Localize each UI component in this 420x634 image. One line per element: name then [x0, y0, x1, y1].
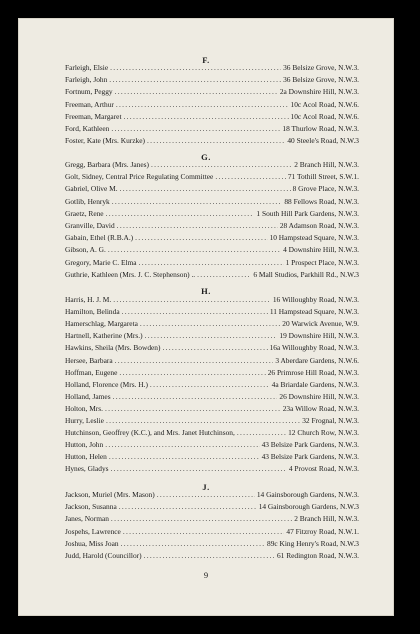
leader-dots — [108, 245, 281, 255]
directory-entry — [65, 172, 359, 182]
section-heading: G. — [201, 152, 211, 162]
entry-name: Freeman, Margaret — [65, 111, 122, 121]
directory-entry — [65, 221, 359, 231]
leader-dots — [157, 490, 255, 500]
leader-dots — [105, 440, 259, 450]
entry-address: 8 Grove Place, N.W.3. — [292, 184, 359, 194]
directory-page — [18, 18, 394, 616]
leader-dots — [122, 307, 268, 317]
leader-dots — [197, 270, 251, 280]
leader-dots — [139, 258, 284, 268]
entry-name: Graetz, Rene — [65, 208, 104, 218]
entry-name: Hoffman, Eugene — [65, 367, 118, 377]
entry-address: 6 Mall Studios, Parkhill Rd., N.W.3 — [253, 269, 359, 279]
entry-address: 11 Hampstead Square, N.W.3. — [269, 307, 359, 317]
entry-address: 1 Prospect Place, N.W.3. — [285, 257, 359, 267]
directory-entry — [65, 356, 359, 366]
leader-dots — [111, 124, 280, 134]
leader-dots — [111, 464, 287, 474]
directory-entry — [65, 331, 359, 341]
entry-name: Gotlib, Henryk — [65, 196, 110, 206]
entry-address: 10c Acol Road, N.W.6. — [290, 111, 359, 121]
entry-address: 32 Frognal, N.W.3. — [302, 416, 359, 425]
entry-address: 10 Hampstead Square, N.W.3. — [269, 233, 359, 243]
entry-name: Jospehs, Lawrence — [65, 526, 121, 536]
page-number: 9 — [203, 570, 209, 580]
leader-dots — [135, 233, 267, 243]
entry-address: 89c King Henry's Road, N.W.3 — [267, 538, 359, 548]
entry-address: 36 Belsize Grove, N.W.3. — [283, 75, 359, 85]
entry-address: 26 Primrose Hill Road, N.W.3. — [267, 367, 359, 377]
leader-dots — [162, 343, 267, 353]
entry-name: Gibson, A. G. — [65, 245, 106, 255]
directory-entry — [65, 514, 359, 524]
directory-entry — [65, 452, 359, 462]
directory-entry — [65, 428, 359, 438]
entry-name: Holton, Mrs. — [65, 403, 103, 413]
directory-entry — [65, 197, 359, 207]
entry-name: Hamilton, Belinda — [65, 307, 120, 317]
leader-dots — [113, 392, 278, 402]
entry-address: 43 Belsize Park Gardens, N.W.3. — [261, 452, 359, 462]
directory-entry — [65, 124, 359, 134]
entry-address: 10c Acol Road, N.W.6. — [290, 99, 359, 109]
entry-address: 40 Steele's Road, N.W.3 — [287, 136, 359, 146]
directory-entry — [65, 380, 359, 390]
entry-address: 18 Thurlow Road, N.W.3. — [282, 124, 359, 133]
entry-name: Gregg, Barbara (Mrs. Janes) — [65, 160, 149, 169]
directory-entry — [65, 502, 359, 512]
entry-address: 16a Willoughby Road, N.W.3. — [269, 343, 359, 353]
entry-name: Ford, Kathleen — [65, 124, 110, 133]
entry-name: Golt, Sidney, Central Price Regulating Committee — [65, 172, 214, 182]
directory-entry — [65, 112, 359, 122]
entry-name: Harris, H. J. M. — [65, 295, 112, 304]
directory-entry — [65, 209, 359, 219]
directory-entry — [65, 87, 359, 97]
entry-address: 4 Provost Road, N.W.3. — [288, 464, 359, 474]
leader-dots — [150, 380, 270, 390]
leader-dots — [111, 514, 292, 524]
entry-address: 88 Fellows Road, N.W.3. — [284, 196, 359, 206]
entry-address: 2a Downshire Hill, N.W.3. — [279, 87, 359, 97]
leader-dots — [237, 428, 286, 438]
leader-dots — [109, 75, 281, 85]
directory-entry — [65, 440, 359, 450]
entry-name: Farleigh, Elsie — [65, 63, 109, 72]
entry-name: Jackson, Susanna — [65, 502, 117, 512]
leader-dots — [144, 551, 275, 561]
entry-address: 28 Adamson Road, N.W.3. — [279, 221, 359, 230]
leader-dots — [119, 368, 265, 378]
entry-name: Gabain, Ethel (R.B.A.) — [65, 233, 134, 243]
directory-entry — [65, 307, 359, 317]
leader-dots — [106, 209, 255, 219]
leader-dots — [147, 136, 285, 146]
entry-address: 19 Downshire Hill, N.W.3. — [279, 331, 359, 341]
directory-entry — [65, 490, 359, 500]
entry-name: Freeman, Arthur — [65, 99, 114, 109]
entry-name: Hutton, Helen — [65, 452, 107, 462]
section-heading: F. — [202, 55, 210, 65]
entry-address: 3 Aberdare Gardens, N.W.6. — [275, 355, 359, 365]
directory-entry — [65, 270, 359, 280]
leader-dots — [113, 295, 271, 305]
leader-dots — [140, 319, 280, 329]
directory-entry — [65, 136, 359, 146]
leader-dots — [121, 539, 265, 549]
leader-dots — [145, 331, 278, 341]
directory-entry — [65, 245, 359, 255]
directory-entry — [65, 319, 359, 329]
entry-address: 71 Tothill Street, S.W.1. — [287, 172, 359, 182]
entry-name: Hynes, Gladys — [65, 464, 109, 474]
entry-name: Judd, Harold (Councillor) — [65, 551, 142, 560]
entry-address: 43 Belsize Park Gardens, N.W.3. — [261, 440, 359, 450]
directory-entry — [65, 392, 359, 402]
entry-address: 20 Warwick Avenue, W.9. — [282, 319, 359, 329]
entry-address: 23a Willow Road, N.W.3. — [282, 403, 359, 413]
entry-name: Hurry, Leslie — [65, 416, 104, 425]
leader-dots — [106, 416, 300, 426]
leader-dots — [110, 63, 281, 73]
entry-address: 4 Downshire Hill, N.W.3. — [283, 245, 359, 255]
leader-dots — [215, 172, 286, 182]
leader-dots — [120, 184, 291, 194]
directory-entry — [65, 100, 359, 110]
entry-name: Foster, Kate (Mrs. Kurzke) — [65, 136, 145, 146]
entry-address: 16 Willoughby Road, N.W.3. — [272, 295, 359, 304]
entry-name: Hamerschlag, Margareta — [65, 319, 138, 329]
entry-address: 47 Fitzroy Road, N.W.1. — [286, 526, 359, 536]
entry-name: Janes, Norman — [65, 514, 109, 524]
entry-name: Hutton, John — [65, 440, 104, 450]
entry-name: Joshua, Miss Joan — [65, 538, 119, 548]
directory-entry — [65, 184, 359, 194]
directory-entry — [65, 233, 359, 243]
entry-address: 36 Belsize Grove, N.W.3. — [283, 63, 359, 72]
directory-entry — [65, 416, 359, 426]
entry-address: 14 Gainsborough Gardens, N.W.3. — [256, 490, 359, 499]
leader-dots — [124, 112, 289, 122]
entry-address: 61 Redington Road, N.W.3. — [276, 551, 359, 560]
entry-address: 14 Gainsborough Gardens, N.W.3 — [258, 502, 359, 512]
directory-entry — [65, 75, 359, 85]
directory-entry — [65, 404, 359, 414]
leader-dots — [116, 100, 289, 110]
entry-name: Hartnell, Katherine (Mrs.) — [65, 331, 143, 341]
directory-entry — [65, 343, 359, 353]
directory-entry — [65, 464, 359, 474]
section-heading: J. — [202, 482, 210, 492]
entry-name: Holland, Florence (Mrs. H.) — [65, 379, 148, 389]
directory-entry — [65, 258, 359, 268]
directory-entry — [65, 63, 359, 73]
entry-name: Gabriel, Olive M. — [65, 184, 118, 194]
entry-address: 2 Branch Hill, N.W.3. — [294, 160, 359, 169]
leader-dots — [119, 502, 257, 512]
directory-entry — [65, 160, 359, 170]
entry-name: Gregory, Marie C. Elma — [65, 257, 137, 267]
leader-dots — [115, 356, 274, 366]
entry-name: Hutchinson, Geoffrey (K.C.), and Mrs. Janet Hutchinson, — [65, 428, 235, 438]
entry-name: Fortnum, Peggy — [65, 87, 113, 97]
leader-dots — [151, 160, 292, 170]
entry-address: 4a Briardale Gardens, N.W.3. — [271, 379, 359, 389]
directory-entry — [65, 527, 359, 537]
directory-entry — [65, 295, 359, 305]
entry-address: 1 South Hill Park Gardens, N.W.3. — [256, 208, 359, 218]
entry-name: Guthrie, Kathleen (Mrs. J. C. Stephenson) .. — [65, 269, 196, 279]
directory-entry — [65, 368, 359, 378]
entry-name: Hersee, Barbara — [65, 355, 113, 365]
directory-entry — [65, 539, 359, 549]
entry-name: Granville, David — [65, 221, 115, 230]
leader-dots — [109, 452, 260, 462]
entry-name: Farleigh, John — [65, 75, 108, 85]
section-heading: H. — [201, 286, 211, 296]
entry-address: 2 Branch Hill, N.W.3. — [294, 514, 359, 524]
entry-name: Jackson, Muriel (Mrs. Mason) — [65, 490, 155, 499]
leader-dots — [115, 87, 278, 97]
entry-name: Holland, James — [65, 391, 111, 401]
entry-address: 12 Church Row, N.W.3. — [288, 428, 359, 438]
leader-dots — [105, 404, 281, 414]
leader-dots — [112, 197, 283, 207]
directory-entry — [65, 551, 359, 561]
entry-name: Hawkins, Sheila (Mrs. Bowden) — [65, 343, 161, 353]
leader-dots — [123, 527, 285, 537]
entry-address: 26 Downshire Hill, N.W.3. — [279, 391, 359, 401]
leader-dots — [117, 221, 278, 231]
